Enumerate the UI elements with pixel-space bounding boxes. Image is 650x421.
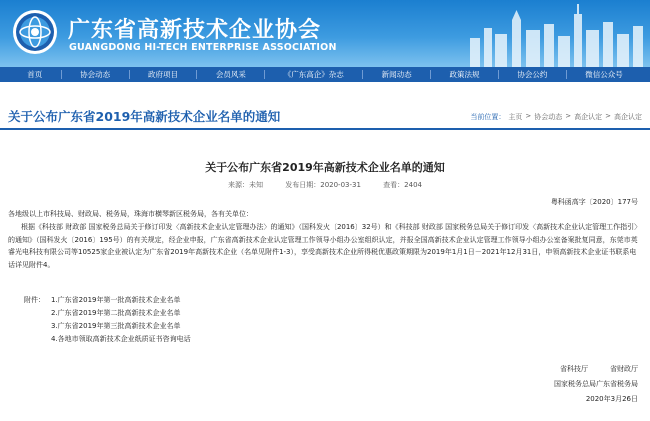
signature-tax-bureau: 国家税务总局广东省税务局 bbox=[554, 380, 638, 388]
nav-wechat[interactable]: 微信公众号 bbox=[585, 70, 623, 79]
city-skyline-icon bbox=[440, 0, 650, 67]
article-views: 查看：2404 bbox=[383, 181, 422, 189]
signature-finance-dept: 省财政厅 bbox=[610, 365, 638, 373]
nav-member-showcase[interactable]: 会员风采 bbox=[215, 70, 246, 79]
attachment-link-2[interactable]: 2.广东省2019年第二批高新技术企业名单 bbox=[51, 309, 181, 317]
article-date: 发布日期：2020-03-31 bbox=[285, 181, 361, 189]
breadcrumb bbox=[470, 112, 642, 122]
breadcrumb-prefix: 当前位置： bbox=[470, 113, 506, 121]
nav-government-projects[interactable]: 政府项目 bbox=[147, 70, 178, 79]
site-title: 广东省高新技术企业协会 bbox=[68, 18, 322, 43]
breadcrumb-separator: > bbox=[565, 112, 572, 120]
nav-association-news[interactable]: 协会动态 bbox=[80, 70, 111, 79]
page-title: 关于公布广东省2019年高新技术企业名单的通知 bbox=[8, 109, 281, 124]
nav-divider bbox=[362, 70, 363, 79]
nav-news[interactable]: 新闻动态 bbox=[381, 70, 412, 79]
breadcrumb-bar bbox=[0, 100, 650, 130]
article-salutation: 各地级以上市科技局、财政局、税务局，珠海市横琴新区税务局，各有关单位： bbox=[8, 210, 253, 218]
nav-divider bbox=[566, 70, 567, 79]
signature-date: 2020年3月26日 bbox=[585, 395, 638, 403]
nav-divider bbox=[129, 70, 130, 79]
article-meta bbox=[0, 180, 650, 190]
article-body: 根据《科技部 财政部 国家税务总局关于修订印发〈高新技术企业认定管理办法〉的通知》（国科发火〔2016〕32号）和《科技部 财政部 国家税务总局关于修订印发〈高新技术企业认定管理工作指引〉的通知》（国科发火〔2016〕195号）的有关规定，经企业申报，广东省高新技术企业认定管理工作领导小组办公室组织认定，并报全国高新技术企业认定管理工作领导小组办公室备案批复同意，东莞市英睿光电科技有限公司等10525家企业被认定为广东省2019年高新技术企业（名单见附件1-3），享受高新技术企业所得税优惠政策期限为2019年1月1日－2021年12月31日，申领高新技术企业证书联系电话详见附件4。 bbox=[8, 223, 638, 269]
nav-divider bbox=[498, 70, 499, 79]
nav-association-charter[interactable]: 协会公约 bbox=[517, 70, 548, 79]
article-title: 关于公布广东省2019年高新技术企业名单的通知 bbox=[205, 161, 445, 174]
document-number: 粤科函高字〔2020〕177号 bbox=[550, 198, 638, 206]
breadcrumb-item-home[interactable]: 主页 bbox=[508, 113, 523, 121]
association-logo-icon[interactable] bbox=[12, 9, 58, 55]
attachments-list bbox=[24, 294, 191, 346]
nav-home[interactable]: 首页 bbox=[27, 70, 43, 79]
breadcrumb-separator: > bbox=[525, 112, 532, 120]
signature-science-dept: 省科技厅 bbox=[560, 365, 588, 373]
main-nav bbox=[0, 67, 650, 82]
site-header bbox=[0, 0, 650, 67]
attachment-link-1[interactable]: 1.广东省2019年第一批高新技术企业名单 bbox=[51, 296, 181, 304]
nav-divider bbox=[430, 70, 431, 79]
nav-magazine[interactable]: 《广东高企》杂志 bbox=[283, 70, 344, 79]
breadcrumb-item-certification[interactable]: 高企认定 bbox=[574, 113, 603, 121]
breadcrumb-item-certification-current[interactable]: 高企认定 bbox=[614, 113, 642, 121]
signature-departments bbox=[538, 364, 638, 374]
nav-divider bbox=[196, 70, 197, 79]
nav-divider bbox=[61, 70, 62, 79]
nav-policies[interactable]: 政策法规 bbox=[449, 70, 480, 79]
nav-divider bbox=[264, 70, 265, 79]
breadcrumb-item-association-news[interactable]: 协会动态 bbox=[534, 113, 563, 121]
article-source: 来源：未知 bbox=[228, 181, 263, 189]
attachment-link-4[interactable]: 4.各地市领取高新技术企业纸质证书咨询电话 bbox=[51, 335, 191, 343]
attachment-link-3[interactable]: 3.广东省2019年第三批高新技术企业名单 bbox=[51, 322, 181, 330]
breadcrumb-separator: > bbox=[605, 112, 611, 120]
attachments-label: 附件： bbox=[24, 296, 45, 304]
site-subtitle: GUANGDONG HI-TECH ENTERPRISE ASSOCIATION bbox=[69, 42, 337, 53]
